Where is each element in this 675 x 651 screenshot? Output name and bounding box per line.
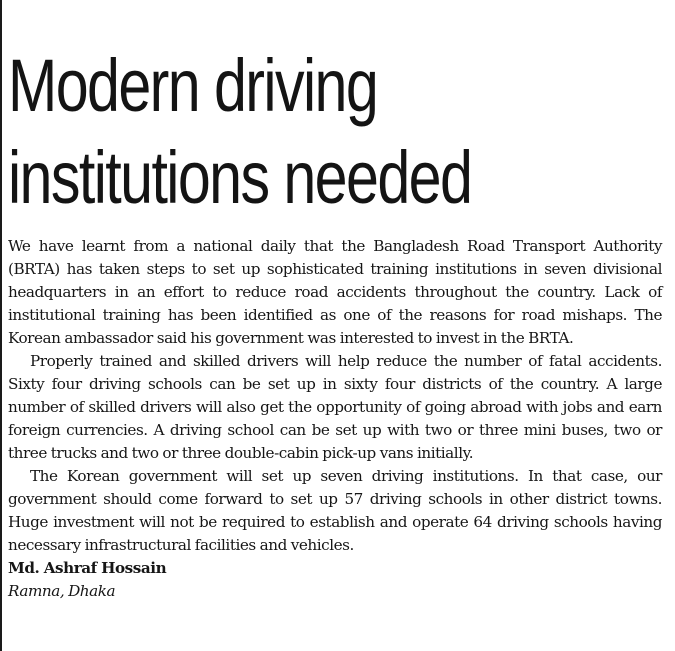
paragraph-2: Properly trained and skilled drivers will help reduce the number of fatal accidents. Sixty four driving schools can be set up in sixty four districts of the country. A large number of skilled drivers will also get the opportunity of going abroad with jobs and earn foreign currencies. A driving school can be set up with two or three mini buses, two or three trucks and two or three double-cabin pick-up vans initially.: [8, 352, 662, 462]
headline: [8, 40, 520, 224]
letter-body: [8, 235, 662, 603]
paragraph-3: The Korean government will set up seven driving institutions. In that case, our government should come forward to set up 57 driving schools in other district towns. Huge investment will not be required to establish and operate 64 driving schools having necessary infrastructural facilities and vehicles.: [8, 467, 662, 554]
author-name: Md. Ashraf Hossain: [8, 559, 167, 577]
paragraph-1: We have learnt from a national daily that the Bangladesh Road Transport Authority (BRTA) has taken steps to set up sophisticated training institutions in seven divisional headquarters in an effort to reduce road accidents throughout the country. Lack of institutional training has been identified as one of the reasons for road mishaps. The Korean ambassador said his government was interested to invest in the BRTA.: [8, 237, 662, 347]
author-location: Ramna, Dhaka: [8, 582, 116, 600]
headline-line-2: institutions needed: [8, 136, 472, 219]
headline-line-1: Modern driving: [8, 44, 378, 127]
